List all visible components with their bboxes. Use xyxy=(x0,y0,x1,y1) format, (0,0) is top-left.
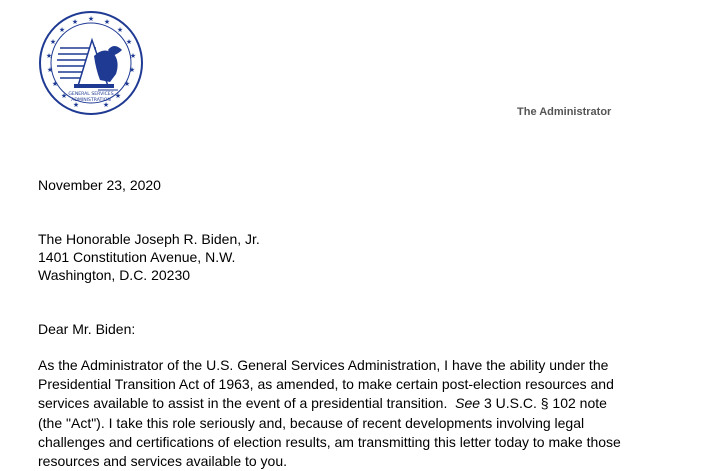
svg-text:★: ★ xyxy=(60,92,68,100)
svg-text:★: ★ xyxy=(87,15,95,23)
citation: 3 U.S.C. § 102 note xyxy=(483,395,607,412)
citation-signal: See xyxy=(455,395,481,412)
svg-text:★: ★ xyxy=(114,92,122,100)
recipient-city: Washington, D.C. 20230 xyxy=(38,267,191,283)
gsa-seal-icon xyxy=(38,10,144,116)
body-line: Presidential Transition Act of 1963, as amended, to make certain post-election resources and xyxy=(38,376,614,393)
recipient-street: 1401 Constitution Avenue, N.W. xyxy=(38,249,236,265)
svg-text:★: ★ xyxy=(103,18,111,26)
svg-text:★: ★ xyxy=(58,26,66,34)
svg-text:★: ★ xyxy=(72,101,80,109)
svg-text:★: ★ xyxy=(71,18,79,26)
svg-text:★: ★ xyxy=(125,38,133,46)
recipient-name: The Honorable Joseph R. Biden, Jr. xyxy=(38,231,260,247)
seal-text-line2: ADMINISTRATION xyxy=(71,98,111,103)
svg-text:★: ★ xyxy=(51,80,59,88)
svg-text:★: ★ xyxy=(49,38,57,46)
office-title: The Administrator xyxy=(517,106,612,118)
gsa-seal xyxy=(38,10,144,116)
svg-text:★: ★ xyxy=(45,52,53,60)
seal-text-line1: GENERAL SERVICES xyxy=(68,92,114,97)
body-line xyxy=(38,394,678,413)
body-line: (the "Act"). I take this role seriously and, because of recent developments involving legal xyxy=(38,414,585,431)
body-line: resources and services available to you. xyxy=(38,453,288,470)
salutation: Dear Mr. Biden: xyxy=(38,321,136,337)
body-line-text: services available to assist in the event of a presidential transition. xyxy=(38,395,448,412)
svg-text:★: ★ xyxy=(116,26,124,34)
svg-text:★: ★ xyxy=(129,52,137,60)
body-line: As the Administrator of the U.S. General Services Administration, I have the ability under the xyxy=(38,357,609,373)
svg-text:★: ★ xyxy=(46,66,54,74)
letter-date: November 23, 2020 xyxy=(38,177,161,193)
letter-body xyxy=(38,356,678,471)
body-line: challenges and certifications of election results, am transmitting this letter today to make those xyxy=(38,433,621,450)
svg-text:★: ★ xyxy=(123,80,131,88)
svg-text:★: ★ xyxy=(128,66,136,74)
svg-text:★: ★ xyxy=(102,101,110,109)
